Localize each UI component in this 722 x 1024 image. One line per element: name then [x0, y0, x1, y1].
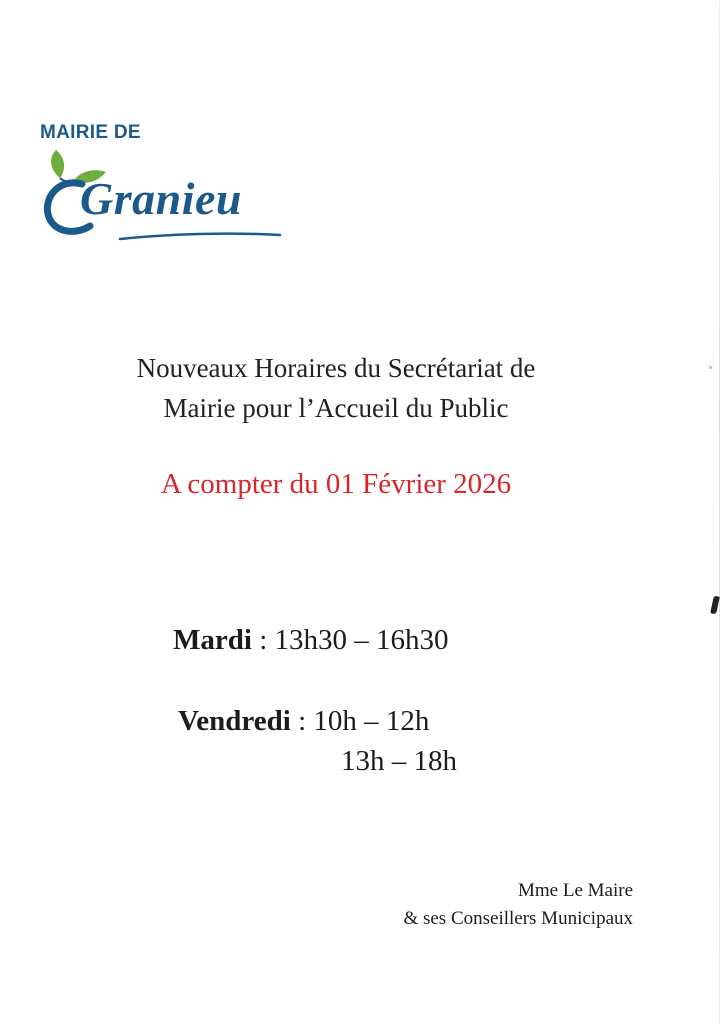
schedule-slot: 13h30 – 16h30 [274, 624, 449, 656]
schedule-separator: : [251, 624, 275, 656]
mairie-logo [38, 120, 288, 245]
scan-dot [709, 366, 712, 369]
schedule-day: Vendredi [178, 705, 291, 737]
schedule-row-mardi [173, 624, 449, 657]
logo-top-text: MAIRIE DE [40, 122, 141, 143]
schedule-row-vendredi-second-slot [341, 745, 457, 778]
notice-title-line1: Nouveaux Horaires du Secrétariat de [136, 353, 536, 383]
logo-name: Granieu [80, 173, 242, 224]
start-date: A compter du 01 Février 2026 [160, 468, 512, 500]
schedule-separator: : [290, 705, 314, 737]
schedule-slot: 10h – 12h [313, 705, 430, 737]
notice-title-line2: Mairie pour l’Accueil du Public [163, 393, 509, 423]
logo-wordmark [80, 173, 242, 224]
schedule-slot: 13h – 18h [341, 745, 457, 777]
schedule-row-vendredi [178, 705, 429, 738]
schedule-day: Mardi [173, 624, 252, 656]
signature-line2: & ses Conseillers Municipaux [403, 908, 633, 929]
signature-line1: Mme Le Maire [517, 880, 633, 901]
scan-edge [719, 0, 720, 1024]
